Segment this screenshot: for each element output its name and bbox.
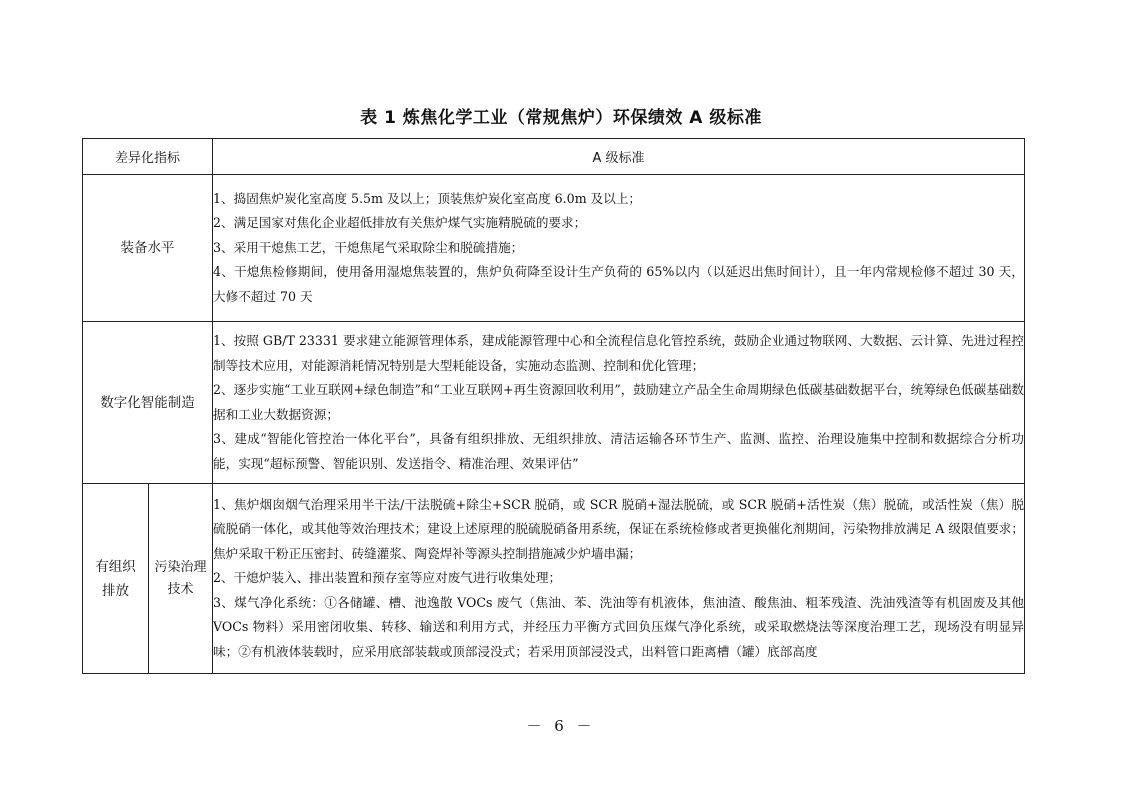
list-item: 1、焦炉烟囱烟气治理采用半干法/干法脱硫+除尘+SCR 脱硝，或 SCR 脱硝+湿法脱硫，或 SCR 脱硝+活性炭（焦）脱硫，或活性炭（焦）脱硫脱硝一体化，或其他等效治理技术；建设上述原理的脱硫脱硝备用系统，保证在系统检修或者更换催化剂期间，污染物排放满足 A 级限值要求；焦炉采取干粉正压密封、砖缝灌浆、陶瓷焊补等源头控制措施减少炉墙串漏； — [213, 496, 1025, 561]
table-row — [83, 175, 1025, 322]
header-indicator: 差异化指标 — [83, 139, 213, 175]
page-number: － 6 － — [526, 717, 596, 735]
table-row — [83, 484, 1025, 674]
row-label-digital: 数字化智能制造 — [83, 322, 213, 484]
standards-table — [82, 138, 1025, 674]
table-header-row — [83, 139, 1025, 175]
list-item: 2、满足国家对焦化企业超低排放有关焦炉煤气实施精脱硫的要求； — [213, 215, 587, 231]
list-item: 1、按照 GB/T 23331 要求建立能源管理体系，建成能源管理中心和全流程信息化管控系统，鼓励企业通过物联网、大数据、云计算、先进过程控制等技术应用，对能源消耗情况特别是大型耗能设备，实施动态监测、控制和优化管理； — [213, 333, 1025, 373]
row-label-line: 有组织 — [95, 558, 136, 575]
sublabel-line: 技术 — [167, 581, 194, 597]
row-content-equipment — [213, 175, 1025, 322]
list-item: 4、干熄焦检修期间，使用备用湿熄焦装置的，焦炉负荷降至设计生产负荷的 65%以内（以延迟出焦时间计），且一年内常规检修不超过 30 天，大修不超过 70 天 — [213, 264, 1025, 304]
list-item: 3、煤气净化系统：①各储罐、槽、池逸散 VOCs 废气（焦油、苯、洗油等有机液体，焦油渣、酸焦油、粗苯残渣、洗油残渣等有机固废及其他 VOCs 物料）采用密闭收集、转移、输送和利用方式，并经压力平衡方式回负压煤气净化系统，或采取燃烧法等深度治理工艺，现场没有明显异味；②有机液体装载时，应采用底部装载或顶部浸没式；若采用顶部浸没式，出料管口距离槽（罐）底部高度 — [213, 594, 1025, 659]
list-item: 3、建成“智能化管控治一体化平台”，具备有组织排放、无组织排放、清洁运输各环节生产、监测、监控、治理设施集中控制和数据综合分析功能，实现“超标预警、智能识别、发送指令、精准治理、效果评估” — [213, 431, 1025, 471]
table-row — [83, 322, 1025, 484]
table-title: 表 1 炼焦化学工业（常规焦炉）环保绩效 A 级标准 — [360, 108, 762, 128]
header-standard: A 级标准 — [213, 139, 1025, 175]
row-label-equipment: 装备水平 — [83, 175, 213, 322]
sublabel-line: 污染治理 — [154, 559, 207, 575]
row-sublabel-treatment-tech — [149, 484, 213, 674]
row-label-organized-emission — [83, 484, 149, 674]
row-content-treatment-tech — [213, 484, 1025, 674]
list-item: 1、捣固焦炉炭化室高度 5.5m 及以上；顶装焦炉炭化室高度 6.0m 及以上； — [213, 190, 642, 206]
list-item: 2、逐步实施“工业互联网+绿色制造”和“工业互联网+再生资源回收利用”，鼓励建立产品全生命周期绿色低碳基础数据平台，统筹绿色低碳基础数据和工业大数据资源； — [213, 382, 1025, 422]
row-label-line: 排放 — [102, 582, 129, 599]
list-item: 2、干熄炉装入、排出装置和预存室等应对废气进行收集处理； — [213, 570, 562, 586]
list-item: 3、采用干熄焦工艺，干熄焦尾气采取除尘和脱硫措施； — [213, 239, 524, 255]
row-content-digital — [213, 322, 1025, 484]
